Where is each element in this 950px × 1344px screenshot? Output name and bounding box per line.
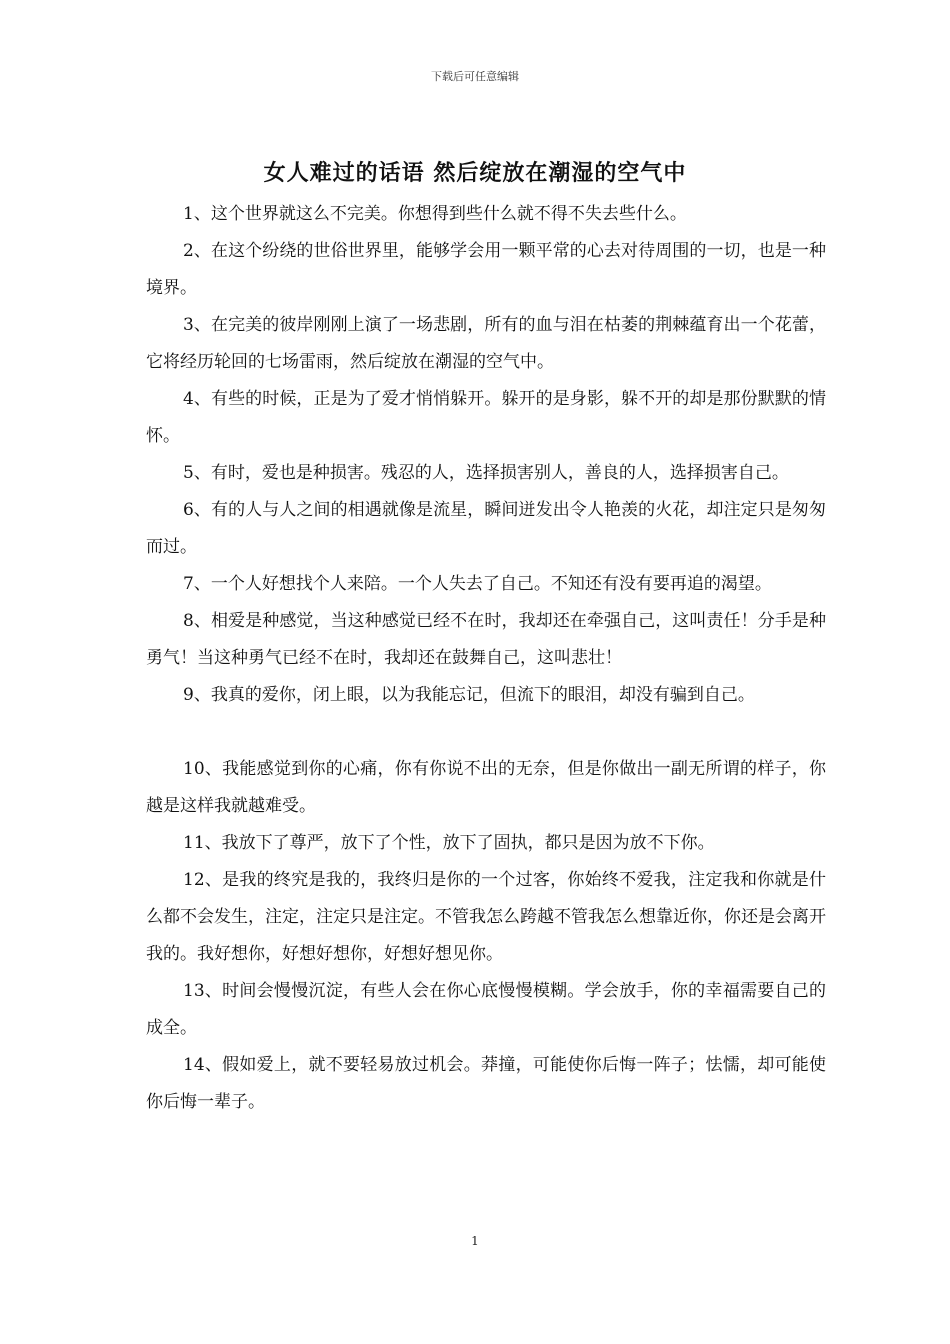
paragraph-13: 13、时间会慢慢沉淀，有些人会在你心底慢慢模糊。学会放手，你的幸福需要自己的成全。: [146, 981, 826, 1038]
paragraph-7: 7、一个人好想找个人来陪。一个人失去了自己。不知还有没有要再追的渴望。: [183, 574, 772, 594]
paragraph-1: 1、这个世界就这么不完美。你想得到些什么就不得不失去些什么。: [183, 204, 687, 224]
paragraph-3: 3、在完美的彼岸刚刚上演了一场悲剧，所有的血与泪在枯萎的荆棘蕴育出一个花蕾，它将经历轮回的七场雷雨，然后绽放在潮湿的空气中。: [146, 315, 826, 372]
paragraph-2: 2、在这个纷绕的世俗世界里，能够学会用一颗平常的心去对待周围的一切，也是一种境界。: [146, 241, 826, 298]
paragraph-5: 5、有时，爱也是种损害。残忍的人，选择损害别人，善良的人，选择损害自己。: [183, 463, 789, 483]
paragraph-14: 14、假如爱上，就不要轻易放过机会。莽撞，可能使你后悔一阵子；怯懦，却可能使你后悔一辈子。: [146, 1055, 826, 1112]
paragraph-8: 8、相爱是种感觉，当这种感觉已经不在时，我却还在牵强自己，这叫责任！分手是种勇气！当这种勇气已经不在时，我却还在鼓舞自己，这叫悲壮！: [146, 611, 826, 668]
document-title: 女人难过的话语 然后绽放在潮湿的空气中: [263, 161, 687, 186]
paragraph-6: 6、有的人与人之间的相遇就像是流星，瞬间迸发出令人艳羡的火花，却注定只是匆匆而过。: [146, 500, 826, 557]
paragraph-12: 12、是我的终究是我的，我终归是你的一个过客，你始终不爱我，注定我和你就是什么都不会发生，注定，注定只是注定。不管我怎么跨越不管我怎么想靠近你，你还是会离开我的。我好想你，好想好想你，好想好想见你。: [146, 870, 826, 964]
paragraph-9: 9、我真的爱你，闭上眼，以为我能忘记，但流下的眼泪，却没有骗到自己。: [183, 685, 755, 705]
document-body: [146, 196, 826, 1121]
paragraph-11: 11、我放下了尊严，放下了个性，放下了固执，都只是因为放不下你。: [183, 833, 715, 853]
page-number: 1: [471, 1234, 479, 1248]
paragraph-10: 10、我能感觉到你的心痛，你有你说不出的无奈，但是你做出一副无所谓的样子，你越是这样我就越难受。: [146, 759, 826, 816]
paragraph-4: 4、有些的时候，正是为了爱才悄悄躲开。躲开的是身影，躲不开的却是那份默默的情怀。: [146, 389, 826, 446]
header-note: 下载后可任意编辑: [431, 70, 519, 83]
